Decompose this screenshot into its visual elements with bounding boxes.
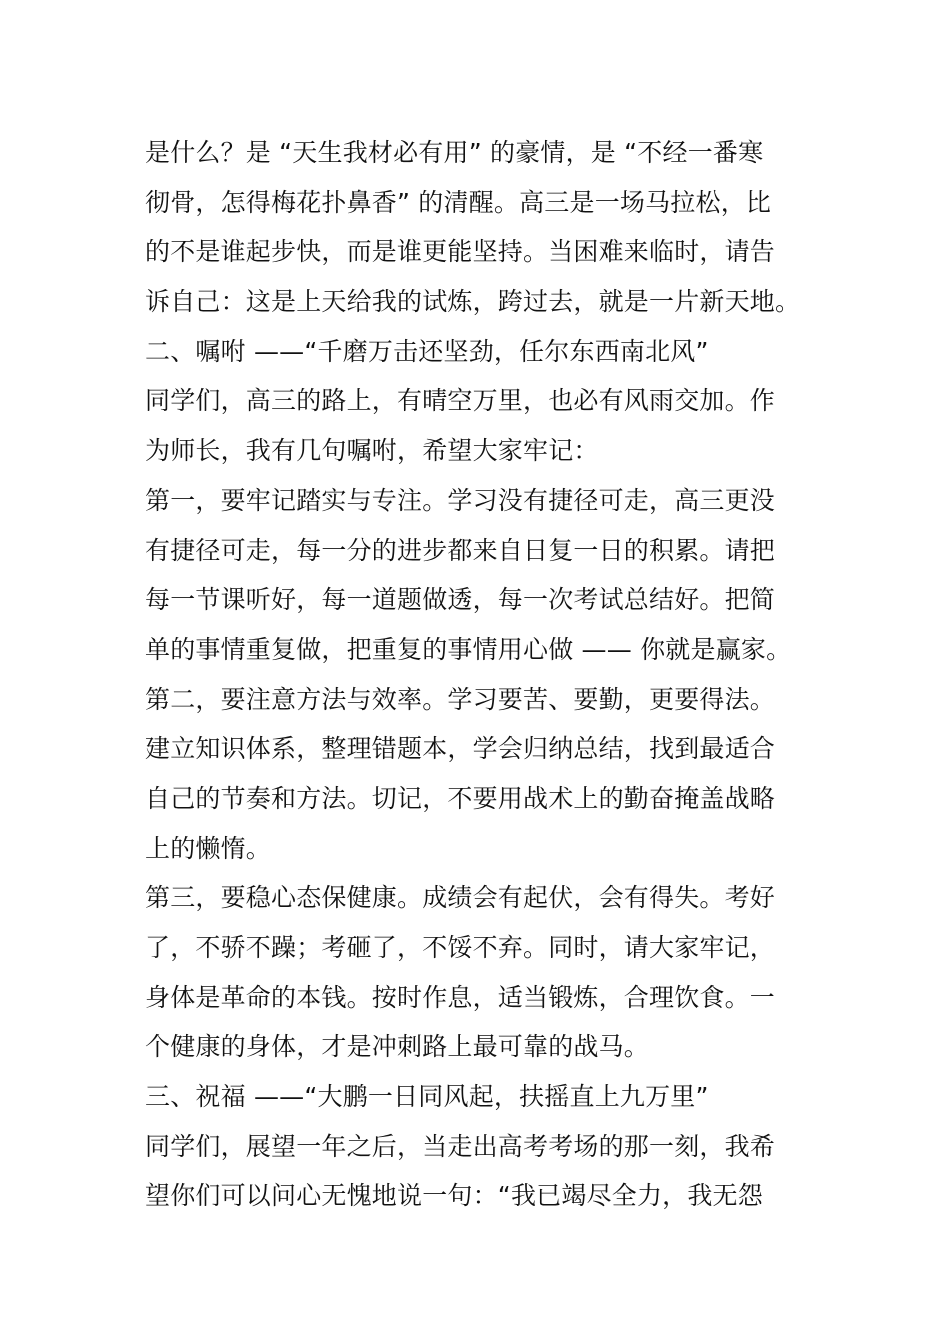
text-line: 为师长，我有几句嘱咐，希望大家牢记：: [145, 436, 599, 466]
text-line: 有捷径可走，每一分的进步都来自日复一日的积累。请把: [145, 535, 776, 565]
text-line: 的不是谁起步快，而是谁更能坚持。当困难来临时，请告: [145, 237, 776, 267]
text-line: 上的懒惰。: [145, 833, 272, 863]
text-line: 自己的节奏和方法。切记，不要用战术上的勤奋掩盖战略: [145, 783, 776, 813]
text-line: 建立知识体系，整理错题本，学会归纳总结，找到最适合: [145, 734, 776, 764]
text-line: 诉自己：这是上天给我的试炼，跨过去，就是一片新天地。: [145, 287, 801, 317]
text-line: 是什么？是 “天生我材必有用” 的豪情，是 “不经一番寒: [145, 138, 764, 167]
section-heading: 二、嘱咐 ——“千磨万击还坚劲，任尔东西南北风”: [145, 336, 709, 366]
text-line: 了，不骄不躁；考砸了，不馁不弃。同时，请大家牢记，: [145, 933, 776, 962]
text-line: 身体是革命的本钱。按时作息，适当锻炼，合理饮食。一: [145, 982, 776, 1012]
text-line: 每一节课听好，每一道题做透，每一次考试总结好。把简: [145, 585, 776, 615]
section-heading: 三、祝福 ——“大鹏一日同风起，扶摇直上九万里”: [145, 1082, 709, 1112]
text-line: 个健康的身体，才是冲刺路上最可靠的战马。: [145, 1032, 650, 1062]
text-line: 第三，要稳心态保健康。成绩会有起伏，会有得失。考好: [145, 883, 776, 913]
text-line: 第一，要牢记踏实与专注。学习没有捷径可走，高三更没: [145, 485, 776, 515]
text-line: 彻骨，怎得梅花扑鼻香” 的清醒。高三是一场马拉松，比: [145, 187, 772, 217]
text-line: 单的事情重复做，把重复的事情用心做 —— 你就是赢家。: [145, 634, 792, 664]
document-body: [145, 128, 810, 1221]
text-line: 同学们，展望一年之后，当走出高考考场的那一刻，我希: [145, 1131, 776, 1161]
text-line: 第二，要注意方法与效率。学习要苦、要勤，更要得法。: [145, 684, 776, 714]
text-line: 同学们，高三的路上，有晴空万里，也必有风雨交加。作: [145, 386, 776, 416]
text-line: 望你们可以问心无愧地说一句：“我已竭尽全力，我无怨: [145, 1181, 763, 1211]
